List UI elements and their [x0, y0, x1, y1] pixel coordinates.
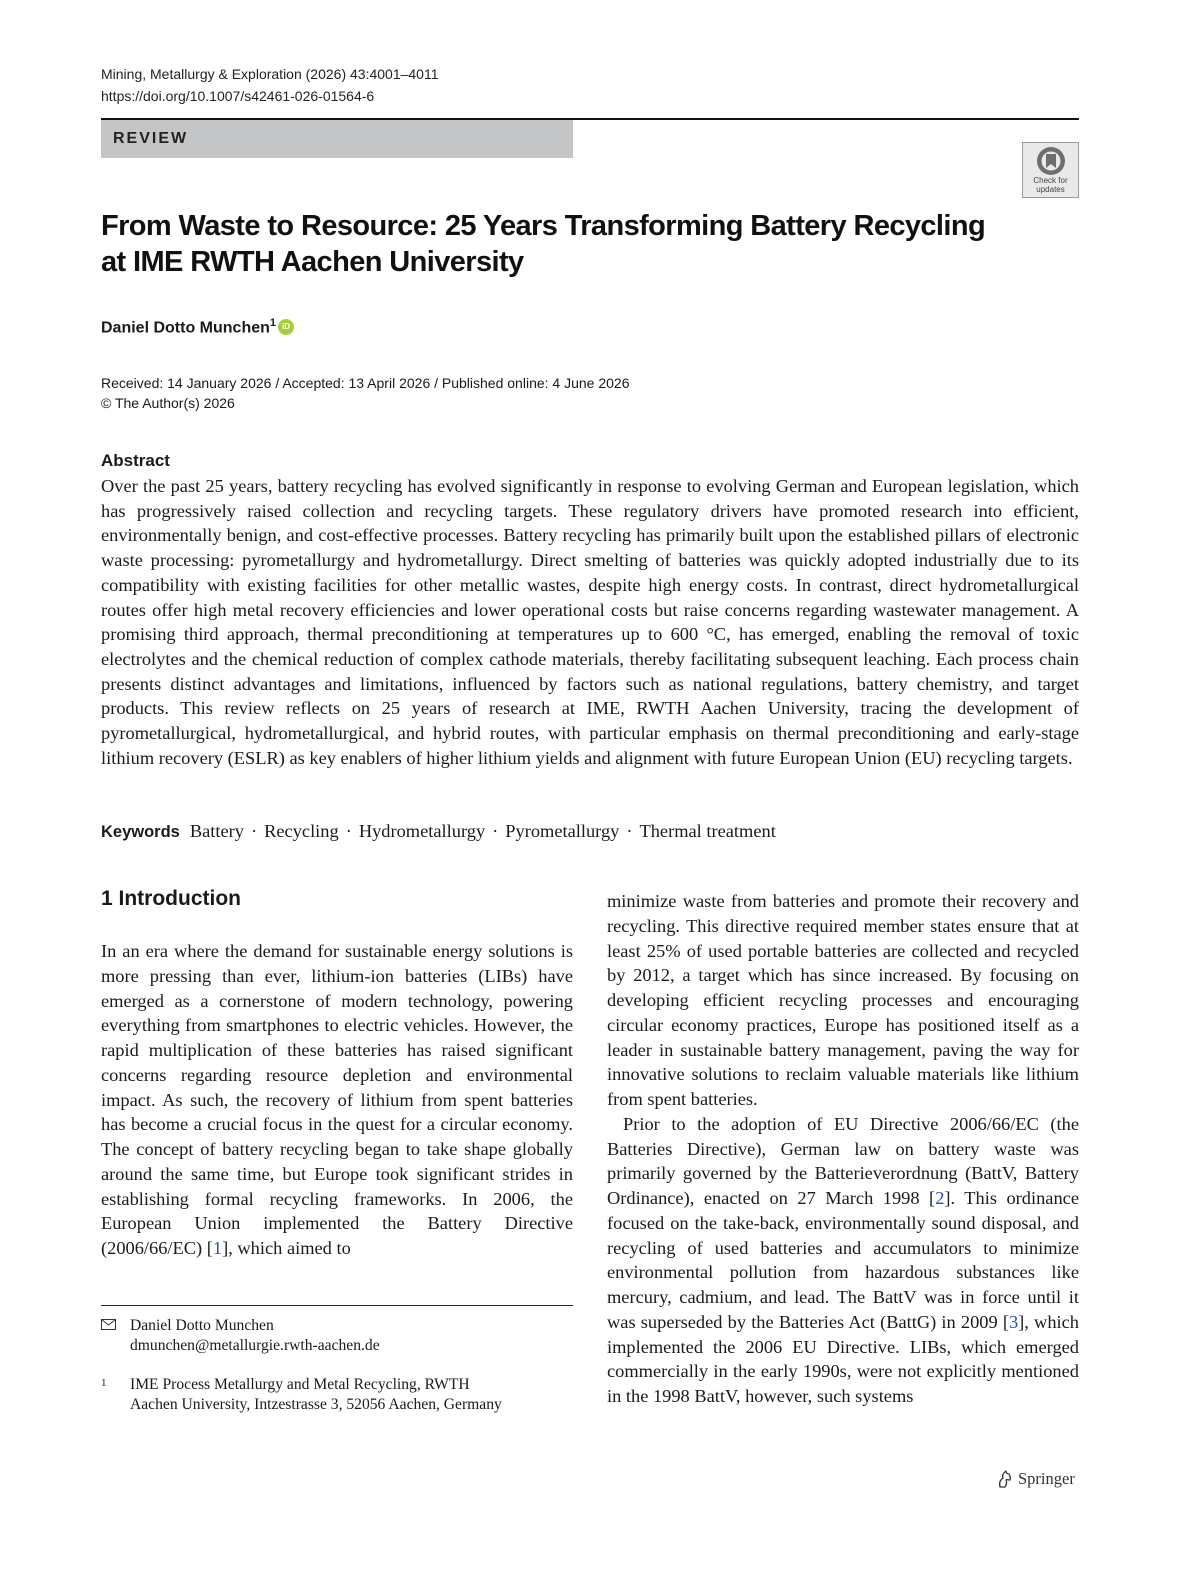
- journal-citation: Mining, Metallurgy & Exploration (2026) 43:4001–4011: [101, 66, 439, 82]
- article-type-band: REVIEW: [101, 120, 573, 158]
- author-name[interactable]: Daniel Dotto Munchen: [101, 319, 270, 337]
- keyword-separator: ·: [626, 821, 633, 841]
- intro-text: ], which aimed to: [222, 1238, 351, 1258]
- intro-paragraph-1: [101, 939, 573, 1261]
- badge-caption-1: Check for: [1033, 176, 1068, 185]
- history-dates: Received: 14 January 2026 / Accepted: 13 April 2026 / Published online: 4 June 2026: [101, 375, 630, 391]
- affiliation-mark: 1: [101, 1377, 107, 1389]
- footnote-rule: [101, 1305, 573, 1306]
- keyword-separator: ·: [492, 821, 499, 841]
- keywords-label: Keywords: [101, 823, 180, 841]
- check-for-updates-badge[interactable]: [1022, 142, 1079, 198]
- intro-paragraph-2: [607, 1112, 1079, 1409]
- affiliation-line-2: Aachen University, Intzestrasse 3, 52056 Aachen, Germany: [130, 1396, 502, 1413]
- author-affiliation-mark: 1: [269, 317, 277, 329]
- publication-dates: [101, 373, 630, 413]
- abstract-text: Over the past 25 years, battery recycling has evolved significantly in response to evolving German and European legislation, which has progressively raised collection and recycling targets. These regulatory drivers have promoted research into efficient, environmentally benign, and cost-effective processes. Battery recycling has primarily built upon the established pillars of electronic waste processing: pyrometallurgy and hydrometallurgy. Direct smelting of batteries was quickly adopted industrially due to its compatibility with existing facilities for other metallic wastes, despite high energy costs. In contrast, direct hydrometallurgical routes offer high metal recovery efficiencies and lower operational costs but raise concerns regarding wastewater management. A promising third approach, thermal preconditioning at temperatures up to 600 °C, has emerged, enabling the removal of toxic electrolytes and the chemical reduction of complex cathode materials, thereby facilitating subsequent leaching. Each process chain presents distinct advantages and limitations, influenced by factors such as national regulations, battery chemistry, and target products. This review reflects on 25 years of research at IME, RWTH Aachen University, tracing the development of pyrometallurgical, hydrometallurgical, and hybrid routes, with particular emphasis on thermal preconditioning and early-stage lithium recovery (ESLR) as key enablers of higher lithium yields and alignment with future European Union (EU) recycling targets.: [101, 476, 1079, 768]
- intro-text: ], which implemented the 2006 EU Directive. LIBs, which emerged commercially in the early 1990s, were not explicitly mentioned in the 1998 BattV, however, such systems: [607, 1311, 1080, 1406]
- keywords-line: [101, 819, 1079, 845]
- affiliation-line-1: IME Process Metallurgy and Metal Recycling, RWTH: [130, 1376, 470, 1393]
- affiliation-footnote: [101, 1375, 502, 1415]
- badge-caption-2: updates: [1036, 185, 1065, 194]
- corresponding-author-name: Daniel Dotto Munchen: [130, 1317, 274, 1334]
- envelope-icon: [101, 1316, 123, 1336]
- corresponding-author-email[interactable]: dmunchen@metallurgie.rwth-aachen.de: [130, 1337, 380, 1354]
- intro-text: Prior to the adoption of EU Directive 2006/66/EC (the Batteries Directive), German law on battery waste was primarily governed by the Batterieverordnung (BattV, Battery Ordinance), enacted on 27 March 1998 [: [607, 1113, 1079, 1208]
- doi-link[interactable]: https://doi.org/10.1007/s42461-026-01564-6: [101, 88, 375, 104]
- keyword: Pyrometallurgy: [505, 821, 620, 841]
- intro-text: ]. This ordinance focused on the take-back, environmentally sound disposal, and recycling of used batteries and accumulators to minimize environmental pollution from hazardous substances like mercury, cadmium, and lead. The BattV was in force until it was superseded by the Batteries Act (BattG) in 2009 [: [607, 1188, 1079, 1332]
- intro-paragraph-1-continued: minimize waste from batteries and promote their recovery and recycling. This directive required member states ensure that at least 25% of used portable batteries are collected and recycled by 2012, a target which has since increased. By focusing on developing efficient recycling processes and encouraging circular economy practices, Europe has positioned itself as a leader in sustainable battery management, paving the way for innovative solutions to reclaim valuable materials like lithium from spent batteries.: [607, 891, 1079, 1109]
- publisher-name: Springer: [1018, 1469, 1075, 1488]
- article-title: From Waste to Resource: 25 Years Transforming Battery Recycling at IME RWTH Aachen University: [101, 210, 986, 278]
- keyword-separator: ·: [251, 821, 258, 841]
- keyword: Thermal treatment: [639, 821, 776, 841]
- keyword: Recycling: [264, 821, 339, 841]
- corresponding-author-footnote: [101, 1316, 380, 1356]
- right-column: [607, 889, 1079, 1409]
- springer-horse-icon: [995, 1469, 1015, 1489]
- citation-link-1[interactable]: 1: [212, 1238, 223, 1258]
- author-line: [101, 312, 294, 339]
- keyword: Hydrometallurgy: [358, 821, 486, 841]
- intro-text: In an era where the demand for sustainable energy solutions is more pressing than ever, lithium-ion batteries (LIBs) have emerged as a cornerstone of modern technology, powering everything from smartphones to electric vehicles. However, the rapid multiplication of these batteries has raised significant concerns regarding resource depletion and environmental impact. As such, the recovery of lithium from spent batteries has become a crucial focus in the quest for a circular economy. The concept of battery recycling began to take shape globally around the same time, but Europe took significant strides in establishing formal recycling frameworks. In 2006, the European Union implemented the Battery Directive (2006/66/EC) [: [101, 941, 573, 1258]
- copyright-line: © The Author(s) 2026: [101, 395, 235, 411]
- citation-link-2[interactable]: 2: [935, 1188, 945, 1208]
- keyword: Battery: [189, 821, 244, 841]
- orcid-icon[interactable]: iD: [278, 319, 294, 335]
- keyword-separator: ·: [345, 821, 352, 841]
- section-heading-introduction: 1 Introduction: [101, 887, 241, 910]
- citation-link-3[interactable]: 3: [1008, 1311, 1019, 1332]
- abstract-heading: Abstract: [101, 451, 170, 470]
- publisher-logo: [995, 1467, 1075, 1491]
- check-for-updates-icon: [1036, 146, 1066, 176]
